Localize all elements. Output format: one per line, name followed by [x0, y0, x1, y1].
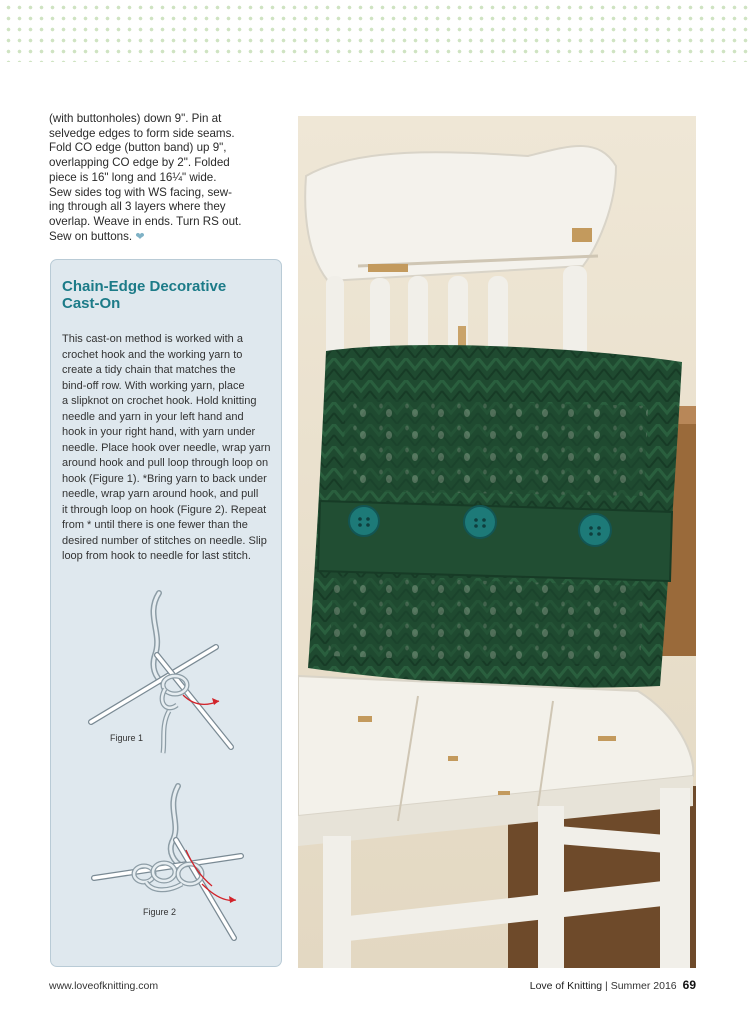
- intro-line: (with buttonholes) down 9". Pin at: [49, 112, 222, 125]
- sidebar-body-line: it through loop on hook (Figure 2). Repeat: [62, 503, 267, 516]
- sidebar-body: [62, 332, 276, 565]
- sidebar-body-line: loop from hook to needle for last stitch.: [62, 550, 251, 562]
- intro-line: selvedge edges to form side seams.: [49, 126, 235, 140]
- pillow-on-chair-image: [298, 116, 696, 968]
- polka-dot-header-band: [0, 0, 750, 62]
- heart-icon: ❤: [135, 230, 145, 243]
- sidebar-title-line: Cast-On: [62, 295, 121, 312]
- intro-line: overlap. Weave in ends. Turn RS out.: [49, 214, 242, 228]
- pillow-button: [464, 506, 496, 538]
- sidebar-body-line: bind-off row. With working yarn, place: [62, 379, 245, 392]
- figure-1-illustration: [81, 585, 251, 755]
- figure-2-caption: Figure 2: [143, 907, 177, 917]
- footer-publication: Love of Knitting: [529, 980, 603, 992]
- intro-line: overlapping CO edge by 2". Folded: [49, 156, 230, 170]
- sidebar-body-line: around hook and pull loop through loop on: [62, 457, 269, 469]
- sidebar-body-line: needle. Place hook over needle, wrap yarn: [62, 441, 271, 454]
- intro-line-text: Sew on buttons.: [49, 229, 133, 243]
- figure-2-illustration: [86, 780, 261, 950]
- footer-website: www.loveofknitting.com: [49, 980, 159, 992]
- cast-on-sidebar: [50, 259, 282, 967]
- sidebar-body-line: from * until there is one fewer than the: [62, 519, 248, 531]
- sidebar-body-line: a slipknot on crochet hook. Hold knitting: [62, 395, 257, 407]
- pillow-button: [349, 506, 379, 536]
- sidebar-body-line: create a tidy chain that matches the: [62, 364, 236, 376]
- footer-issue: Summer 2016: [610, 980, 677, 992]
- sidebar-title: [62, 278, 274, 312]
- sidebar-body-line: needle, wrap yarn around hook, and pull: [62, 488, 259, 500]
- figure-1-caption: Figure 1: [110, 733, 144, 743]
- intro-line: [49, 230, 284, 245]
- intro-line: piece is 16" long and 16¼" wide.: [49, 170, 217, 184]
- page-number: 69: [682, 978, 696, 992]
- sidebar-title-line: Chain-Edge Decorative: [62, 278, 227, 295]
- sidebar-body-line: needle and yarn in your left hand and: [62, 410, 244, 423]
- footer-separator: |: [602, 980, 611, 992]
- pillow-button: [579, 514, 611, 546]
- intro-line: Fold CO edge (button band) up 9",: [49, 141, 227, 155]
- sidebar-body-line: desired number of stitches on needle. Slip: [62, 534, 267, 547]
- intro-paragraph: [49, 112, 284, 244]
- sidebar-body-line: crochet hook and the working yarn to: [62, 348, 243, 361]
- footer-folio: [530, 978, 696, 992]
- intro-line: Sew sides tog with WS facing, sew-: [49, 185, 232, 199]
- sidebar-body-line: hook in your right hand, with yarn under: [62, 426, 256, 438]
- pillow-photo: [298, 116, 696, 968]
- sidebar-body-line: hook (Figure 1). *Bring yarn to back under: [62, 472, 267, 485]
- intro-line: ing through all 3 layers where they: [49, 200, 226, 214]
- sidebar-body-line: This cast-on method is worked with a: [62, 333, 243, 345]
